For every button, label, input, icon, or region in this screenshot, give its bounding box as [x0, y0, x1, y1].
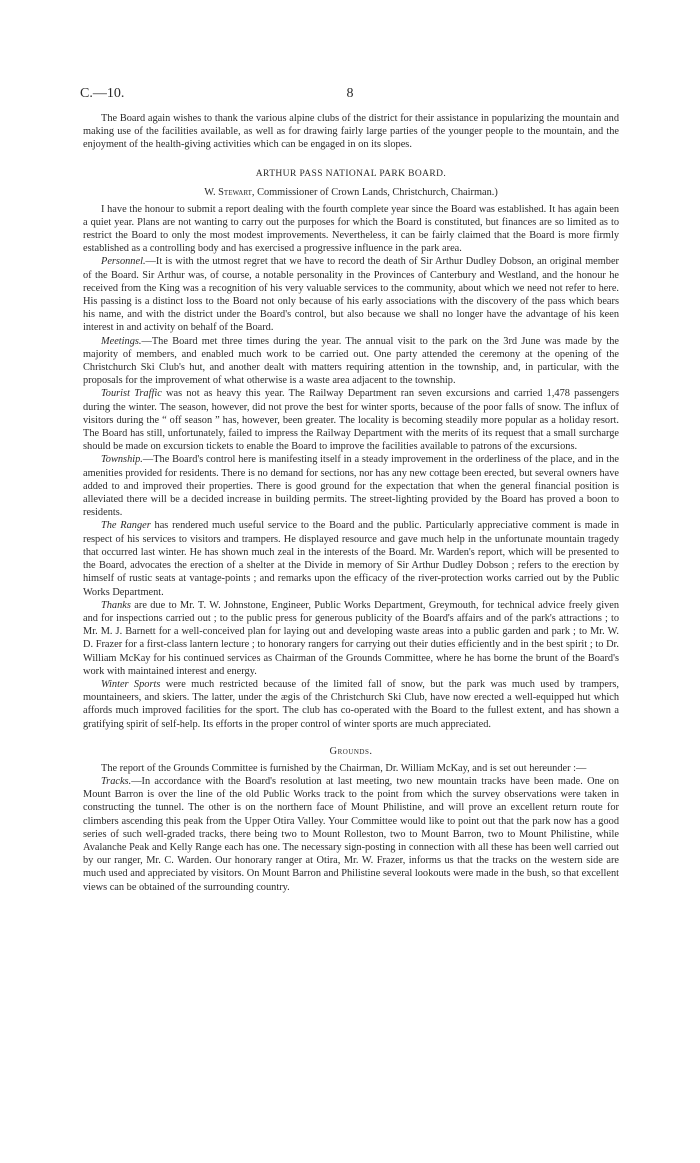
section-lead: Personnel. — [101, 256, 146, 268]
document-code: C.—10. — [80, 86, 125, 101]
intro-paragraph: The Board again wishes to thank the various alpine clubs of the district for their assistance in popularizing the mountain and making use of the facilities available, as well as for drawing fairly large parties of the younger people to the mountain, and the enjoyment of the health-giving activities which can be engaged in on its slopes. — [83, 113, 619, 151]
page-body — [83, 112, 619, 894]
section-lead: The Ranger — [101, 520, 151, 532]
section-text: —The Board met three times during the year. The annual visit to the park on the 3rd June was made by the majority of members, and enabled much work to be carried out. One party attended the ceremony at the opening of the Christchurch Ski Club's hut, and another dealt with matters requiring attention in the township, and, in particular, with the proposals for the improvement of what otherwise is a waste area adjacent to the township. — [83, 335, 619, 387]
page-number: 8 — [346, 86, 354, 101]
chairman-name: W. Stewart — [204, 186, 252, 198]
section-township — [83, 453, 619, 519]
section-text: —It is with the utmost regret that we have to record the death of Sir Arthur Dudley Dobson, an original member of the Board. Sir Arthur was, of course, a notable personality in the Provinces of Canterbury and Westland, and the honour he received from the King was a recognition of his very valuable services to the community, about which we need not refer to here. His passing is a distinct loss to the Board not only because of his early associations with the discovery of the pass which bears his name, and with the district under the Board's control, but also because we shall no longer have the advantage of his keen interest in and activity on behalf of the Board. — [83, 256, 619, 334]
section-text: —In accordance with the Board's resolution at last meeting, two new mountain tracks have been made. One on Mount Barron is over the line of the old Public Works track to the point from which the survey observations were taken in constructing the tunnel. The other is on the northern face of Mount Philistine, and will prove an excellent return route for climbers ascending this peak from the Upper Otira Valley. Your Committee would like to point out that the park now has a good series of such well-graded tracks, there being two to Mount Rolleston, two to Mount Barron, two to Mount Philistine, while Avalanche Peak and Kelly Range each has one. The necessary sign-posting in connection with all these has been well carried out by our ranger, Mr. C. Warden. Our honorary ranger at Otira, Mr. W. Frazer, informs us that the tracks on the western side are much used and appreciated by visitors. On Mount Barron and Philistine several lookouts were made in the bush, so that excellent views can be obtained of the surrounding country. — [83, 775, 619, 893]
board-chairman-line — [83, 186, 619, 199]
section-personnel — [83, 255, 619, 334]
section-text: were much restricted because of the limited fall of snow, but the park was much used by trampers, mountaineers, and skiers. The latter, under the ægis of the Christchurch Ski Club, have now erected a well-equipped hut which affords much improved facilities for the sport. The club has co-operated with the Board to the fullest extent, and has shown a gratifying spirit of self-help. Its efforts in the proper control of winter sports are much appreciated. — [83, 678, 619, 730]
section-lead: Tourist Traffic — [101, 388, 162, 400]
page-header — [80, 86, 620, 106]
section-tracks — [83, 775, 619, 894]
section-thanks — [83, 599, 619, 678]
report-opening-paragraph: I have the honour to submit a report dealing with the fourth complete year since the Board was established. It has again been a quiet year. Plans are not wanting to carry out the purposes for which the Board is constituted, but finances are so limited as to restrict the Board to only the most modest improvements. Nevertheless, it can be fairly claimed that the Board is more firmly established as a controlling body and has exercised a progressive influence in the park area. — [83, 203, 619, 255]
section-lead: Township. — [101, 454, 143, 466]
section-lead: Tracks. — [101, 775, 132, 787]
section-lead: Thanks — [101, 599, 131, 611]
grounds-heading: Grounds. — [329, 745, 373, 757]
chairman-details: , Commissioner of Crown Lands, Christchurch, Chairman.) — [251, 186, 498, 198]
section-tourist-traffic — [83, 387, 619, 453]
section-lead: Winter Sports — [101, 678, 161, 690]
section-text: has rendered much useful service to the Board and the public. Particularly appreciative comment is made in respect of his services to visitors and trampers. He displayed resource and gave much help in the unfortunate mountain tragedy that occurred last winter. He has shown much zeal in the interests of the Board. Mr. Warden's report, which will be presented to the Board, advocates the erection of a shelter at the Divide in memory of Sir Arthur Dudley Dobson ; refers to the erection by himself of rustic seats at vantage-points ; and remarks upon the efficacy of the river-protection works carried out by the Public Works Department. — [83, 520, 619, 598]
board-heading: ARTHUR PASS NATIONAL PARK BOARD. — [255, 168, 447, 179]
section-text: are due to Mr. T. W. Johnstone, Engineer, Public Works Department, Greymouth, for technical advice freely given and for inspections carried out ; to the public press for generous publicity of the Board's affairs and of the park's attractions ; to Mr. M. J. Barnett for a well-conceived plan for laying out and developing waste areas into a public garden and park ; to Mr. W. D. Frazer for a first-class lantern lecture ; to honorary rangers for carrying out their duties efficiently and in the best spirit ; to Dr. William McKay for his continued services as Chairman of the Grounds Committee, where he has borne the brunt of the Board's work with maintained interest and energy. — [83, 599, 619, 677]
section-meetings — [83, 335, 619, 388]
section-winter-sports — [83, 678, 619, 731]
section-text: —The Board's control here is manifesting itself in a steady improvement in the orderliness of the place, and in the amenities provided for residents. There is no demand for sections, nor has any new cottage been erected, but several owners have added to and improved their properties. There is good ground for the expectation that when the general financial position is alleviated there will be a decided increase in building permits. The street-lighting provided by the Board has proved a boon to residents. — [83, 454, 619, 519]
section-text: was not as heavy this year. The Railway Department ran seven excursions and carried 1,478 passengers during the winter. The season, however, did not prove the best for winter sports, because of the poor falls of snow. The influx of visitors during the “ off season ” has, however, been greater. The locality is becoming steadily more popular as a holiday resort. The Board has still, unfortunately, failed to impress the Railway Department with the merits of its request that a small surcharge should be made on excursion tickets to enable the Board to improve the facilities available to patrons of the excursions. — [83, 388, 619, 453]
section-ranger — [83, 519, 619, 598]
section-lead: Meetings. — [101, 335, 142, 347]
grounds-intro-paragraph: The report of the Grounds Committee is furnished by the Chairman, Dr. William McKay, and is set out hereunder :— — [101, 762, 587, 774]
